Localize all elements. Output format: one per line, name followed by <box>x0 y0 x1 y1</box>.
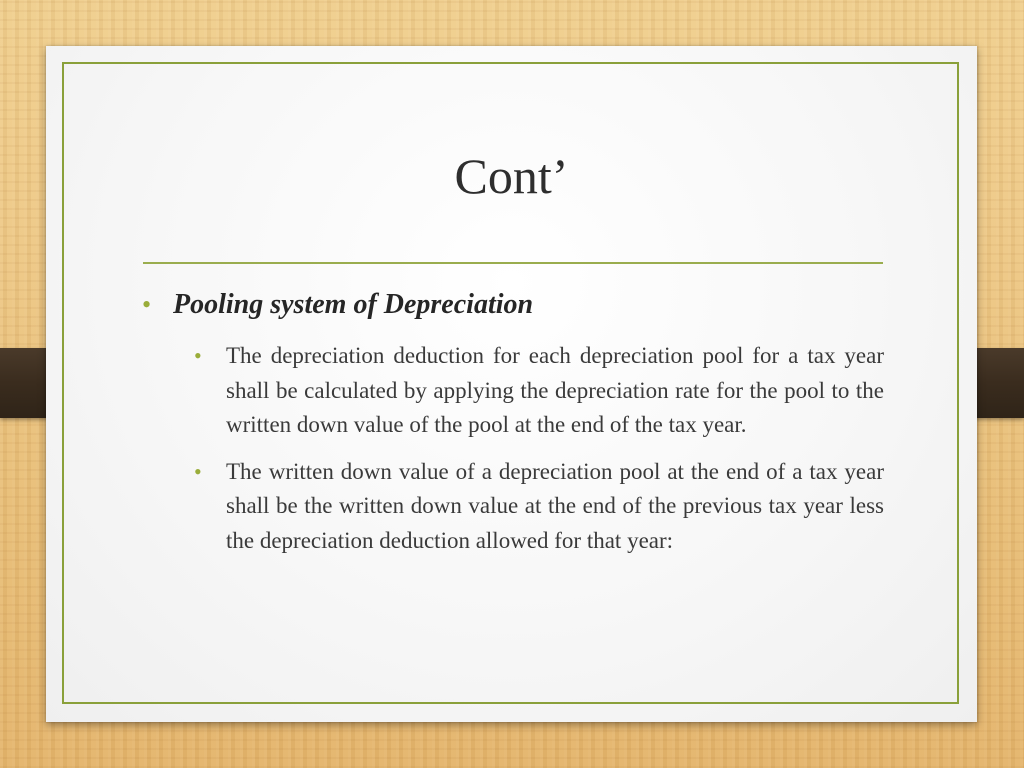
sub-bullet-text: The written down value of a depreciation pool at the end of a tax year shall be the written down value at the end of the previous tax year less the depreciation deduction allowed for that year: <box>226 458 884 553</box>
main-bullet-text: Pooling system of Depreciation <box>173 289 534 320</box>
slide-card <box>46 46 977 722</box>
sub-bullet-item <box>194 339 884 443</box>
sub-bullet-list <box>194 339 884 570</box>
sub-bullet-item <box>194 455 884 559</box>
round-bullet-icon: • <box>194 343 202 368</box>
sub-bullet-text: The depreciation deduction for each depreciation pool for a tax year shall be calculated by applying the depreciation rate for the pool to the written down value of the pool at the end of the tax year. <box>226 343 884 437</box>
round-bullet-icon: • <box>142 290 152 319</box>
title-divider <box>143 262 883 264</box>
round-bullet-icon: • <box>194 458 202 484</box>
slide-title: Cont’ <box>454 148 569 204</box>
